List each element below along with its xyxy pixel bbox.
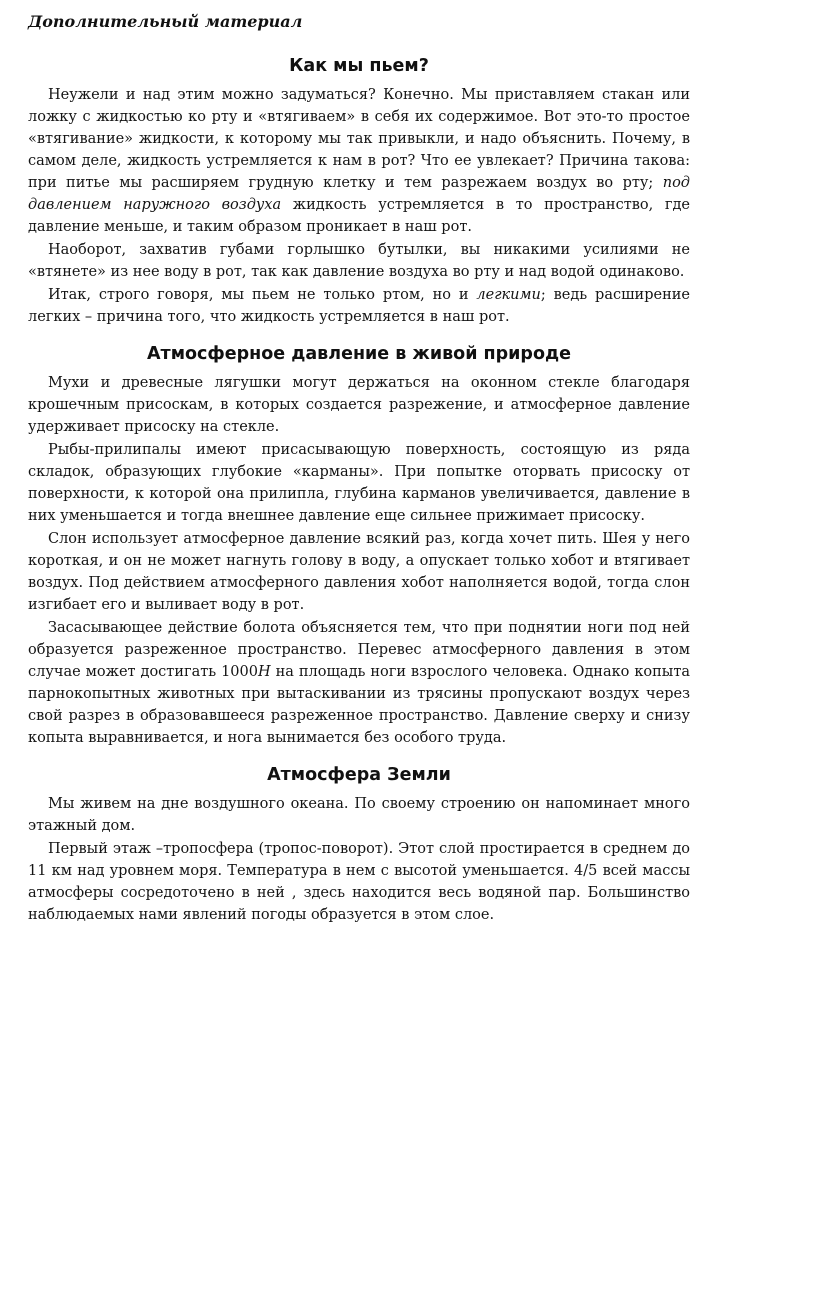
section-title: Атмосферное давление в живой природе [147,344,571,364]
section-title: Атмосфера Земли [267,765,451,785]
section-paragraphs [28,372,690,749]
section-paragraphs [28,84,690,328]
body-paragraph [28,84,690,238]
paragraph-text: Наоборот, захватив губами горлышко бутылки, вы никакими усилиями не «втянете» из нее воду в рот, так как давление воздуха во рту и над водой одинаково. [28,242,690,280]
body-paragraph [28,528,690,616]
section-title: Как мы пьем? [289,56,429,76]
paragraph-text: ; ведь расширение легких – причина того, что жидкость устремляется в наш рот. [28,287,690,325]
body-paragraph [28,838,690,926]
body-paragraph [28,793,690,837]
body-paragraph [28,284,690,328]
section-earth-atmosphere [28,763,690,926]
section-how-we-drink [28,54,690,328]
paragraph-text: Рыбы-прилипалы имеют присасывающую поверхность, состоящую из ряда складок, образующих глубокие «карманы». При попытке оторвать присоску от поверхности, к которой она прилипла, глубина карманов увеличивается, давление в них уменьшается и тогда внешнее давление еще сильнее прижимает присоску. [28,442,690,524]
running-header: Дополнительный материал [28,12,303,31]
paragraph-text: Первый этаж –тропосфера (тропос-поворот). Этот слой простирается в среднем до 11 км над уровнем моря. Температура в нем с высотой уменьшается. 4/5 всей массы атмосферы сосредоточено в ней , здесь находится весь водяной пар. Большинство наблюдаемых нами явлений погоды образуется в этом слое. [28,841,690,923]
paragraph-text: на площадь ноги взрослого человека. Однако копыта парнокопытных животных при вытаскивании из трясины пропускают воздух через свой разрез в образовавшееся разреженное пространство. Давление сверху и снизу копыта выравнивается, и нога вынимается без особого труда. [28,664,690,746]
paragraph-text: Итак, строго говоря, мы пьем не только ртом, но и [48,287,477,303]
body-paragraph [28,439,690,527]
body-paragraph [28,239,690,283]
body-paragraph [28,617,690,749]
paragraph-text: Засасывающее действие болота объясняется тем, что при поднятии ноги под ней образуется разреженное пространство. Перевес атмосферного давления в этом случае может достигать 1000 [28,620,690,680]
emphasis-text: легкими [476,287,541,303]
emphasis-text: под давлением наружного воздуха [28,175,690,213]
emphasis-text: Н [257,664,271,680]
article-body [28,52,690,926]
paragraph-text: Слон использует атмосферное давление всякий раз, когда хочет пить. Шея у него короткая, и он не может нагнуть голову в воду, а опускает только хобот и втягивает воздух. Под действием атмосферного давления хобот наполняется водой, тогда слон изгибает его и выливает воду в рот. [28,531,690,613]
section-paragraphs [28,793,690,926]
paragraph-text: Неужели и над этим можно задуматься? Конечно. Мы приставляем стакан или ложку с жидкостью ко рту и «втягиваем» в себя их содержимое. Вот это-то простое «втягивание» жидкости, к которому мы так привыкли, и надо объяснить. Почему, в самом деле, жидкость устремляется к нам в рот? Что ее увлекает? Причина такова: при питье мы расширяем грудную клетку и тем разрежаем воздух во рту; [28,87,690,191]
paragraph-text: Мухи и древесные лягушки могут держаться на оконном стекле благодаря крошечным присоскам, в которых создается разрежение, и атмосферное давление удерживает присоску на стекле. [28,375,690,435]
section-pressure-in-nature [28,342,690,749]
paragraph-text: жидкость устремляется в то пространство, где давление меньше, и таким образом проникает в наш рот. [28,197,690,235]
body-paragraph [28,372,690,438]
paragraph-text: Мы живем на дне воздушного океана. По своему строению он напоминает много этажный дом. [28,796,690,834]
